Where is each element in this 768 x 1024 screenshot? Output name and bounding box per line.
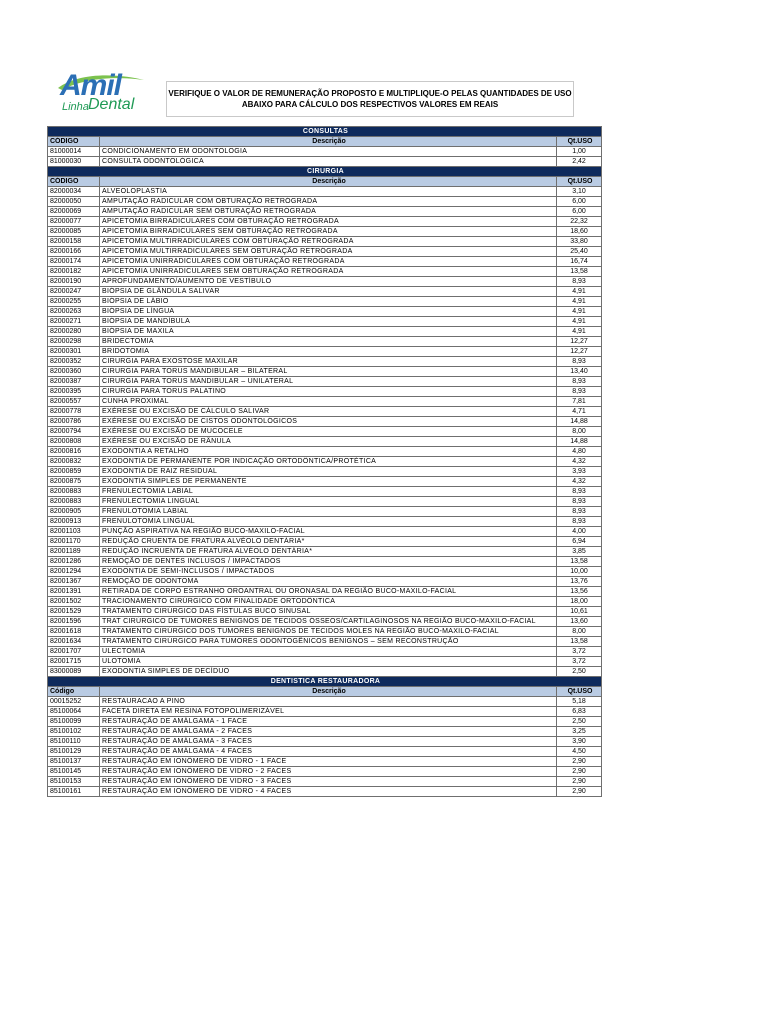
cell-codigo: 81000014: [48, 147, 100, 157]
header-qt-uso: Qt.USO: [557, 177, 602, 187]
cell-qt-uso: 2,90: [557, 787, 602, 797]
table-row: [48, 587, 602, 597]
cell-qt-uso: 8,93: [557, 357, 602, 367]
table-row: [48, 627, 602, 637]
cell-codigo: 82000883: [48, 487, 100, 497]
cell-qt-uso: 7,81: [557, 397, 602, 407]
table-row: [48, 617, 602, 627]
header-descricao: Descrição: [100, 177, 557, 187]
table-row: [48, 397, 602, 407]
cell-qt-uso: 2,42: [557, 157, 602, 167]
cell-codigo: 82000778: [48, 407, 100, 417]
cell-descricao: CONDICIONAMENTO EM ODONTOLOGIA: [100, 147, 557, 157]
procedures-table-body: [48, 127, 602, 797]
cell-codigo: 85100064: [48, 707, 100, 717]
cell-descricao: EXÉRESE OU EXCISÃO DE RÂNULA: [100, 437, 557, 447]
table-row: [48, 727, 602, 737]
section-title-row: [48, 167, 602, 177]
cell-descricao: RESTAURAÇÃO DE AMÁLGAMA - 2 FACES: [100, 727, 557, 737]
cell-descricao: CONSULTA ODONTOLÓGICA: [100, 157, 557, 167]
table-row: [48, 717, 602, 727]
column-header-row: [48, 687, 602, 697]
cell-qt-uso: 3,72: [557, 647, 602, 657]
cell-qt-uso: 4,80: [557, 447, 602, 457]
cell-codigo: 82000913: [48, 517, 100, 527]
cell-codigo: 82000190: [48, 277, 100, 287]
instructions-line-2: ABAIXO PARA CÁLCULO DOS RESPECTIVOS VALORES EM REAIS: [241, 100, 499, 109]
table-row: [48, 247, 602, 257]
table-row: [48, 597, 602, 607]
cell-qt-uso: 10,00: [557, 567, 602, 577]
cell-codigo: 81000030: [48, 157, 100, 167]
cell-qt-uso: 4,50: [557, 747, 602, 757]
cell-codigo: 82000271: [48, 317, 100, 327]
cell-qt-uso: 2,50: [557, 667, 602, 677]
cell-qt-uso: 8,93: [557, 497, 602, 507]
cell-qt-uso: 2,90: [557, 757, 602, 767]
cell-qt-uso: 3,25: [557, 727, 602, 737]
cell-qt-uso: 18,60: [557, 227, 602, 237]
cell-descricao: AMPUTAÇÃO RADICULAR SEM OBTURAÇÃO RETRÓGRADA: [100, 207, 557, 217]
procedures-table: [47, 126, 602, 797]
table-row: [48, 437, 602, 447]
table-row: [48, 267, 602, 277]
cell-codigo: 82000360: [48, 367, 100, 377]
cell-qt-uso: 18,00: [557, 597, 602, 607]
cell-codigo: 83000089: [48, 667, 100, 677]
cell-codigo: 82000069: [48, 207, 100, 217]
cell-qt-uso: 8,93: [557, 517, 602, 527]
cell-qt-uso: 3,72: [557, 657, 602, 667]
column-header-row: [48, 177, 602, 187]
table-row: [48, 297, 602, 307]
cell-descricao: RESTAURAÇÃO DE AMÁLGAMA - 4 FACES: [100, 747, 557, 757]
cell-codigo: 82000255: [48, 297, 100, 307]
header-qt-uso: Qt.USO: [557, 687, 602, 697]
cell-codigo: 82001618: [48, 627, 100, 637]
table-row: [48, 537, 602, 547]
table-row: [48, 477, 602, 487]
cell-descricao: BIÓPSIA DE MAXILA: [100, 327, 557, 337]
cell-descricao: RESTAURAÇÃO DE AMÁLGAMA - 1 FACE: [100, 717, 557, 727]
table-row: [48, 787, 602, 797]
cell-descricao: BIÓPSIA DE MANDÍBULA: [100, 317, 557, 327]
cell-descricao: RESTAURAÇÃO EM IONÔMERO DE VIDRO - 2 FACES: [100, 767, 557, 777]
cell-codigo: 85100099: [48, 717, 100, 727]
cell-descricao: ULOTOMIA: [100, 657, 557, 667]
column-header-row: [48, 137, 602, 147]
cell-codigo: 82000816: [48, 447, 100, 457]
table-row: [48, 217, 602, 227]
table-row: [48, 417, 602, 427]
cell-codigo: 82000174: [48, 257, 100, 267]
cell-qt-uso: 12,27: [557, 347, 602, 357]
table-row: [48, 707, 602, 717]
header-descricao: Descrição: [100, 687, 557, 697]
cell-qt-uso: 8,93: [557, 277, 602, 287]
table-row: [48, 257, 602, 267]
cell-qt-uso: 5,18: [557, 697, 602, 707]
table-row: [48, 577, 602, 587]
table-row: [48, 527, 602, 537]
cell-qt-uso: 13,60: [557, 617, 602, 627]
cell-qt-uso: 14,88: [557, 437, 602, 447]
cell-descricao: ULECTOMIA: [100, 647, 557, 657]
cell-descricao: AMPUTAÇÃO RADICULAR COM OBTURAÇÃO RETRÓGRADA: [100, 197, 557, 207]
section-title: DENTISTICA RESTAURADORA: [48, 677, 602, 687]
cell-descricao: BIÓPSIA DE GLÂNDULA SALIVAR: [100, 287, 557, 297]
cell-codigo: 82000182: [48, 267, 100, 277]
table-row: [48, 607, 602, 617]
cell-descricao: TRACIONAMENTO CIRÚRGICO COM FINALIDADE ORTODÔNTICA: [100, 597, 557, 607]
cell-qt-uso: 3,10: [557, 187, 602, 197]
table-row: [48, 387, 602, 397]
table-row: [48, 287, 602, 297]
table-row: [48, 227, 602, 237]
cell-qt-uso: 2,90: [557, 777, 602, 787]
cell-codigo: 82001529: [48, 607, 100, 617]
cell-codigo: 82000158: [48, 237, 100, 247]
cell-descricao: EXODONTIA DE SEMI-INCLUSOS / IMPACTADOS: [100, 567, 557, 577]
cell-codigo: 82000247: [48, 287, 100, 297]
cell-qt-uso: 13,76: [557, 577, 602, 587]
cell-codigo: 85100161: [48, 787, 100, 797]
cell-descricao: BIÓPSIA DE LÁBIO: [100, 297, 557, 307]
table-row: [48, 317, 602, 327]
cell-qt-uso: 2,90: [557, 767, 602, 777]
table-row: [48, 367, 602, 377]
table-row: [48, 277, 602, 287]
table-row: [48, 697, 602, 707]
cell-descricao: EXÉRESE OU EXCISÃO DE MUCOCELE: [100, 427, 557, 437]
cell-descricao: APICETOMIA BIRRADICULARES COM OBTURAÇÃO RETRÓGRADA: [100, 217, 557, 227]
header-codigo: CÓDIGO: [48, 177, 100, 187]
cell-codigo: 00015252: [48, 697, 100, 707]
table-row: [48, 517, 602, 527]
cell-descricao: BRIDOTOMIA: [100, 347, 557, 357]
cell-qt-uso: 6,94: [557, 537, 602, 547]
cell-descricao: EXODONTIA DE PERMANENTE POR INDICAÇÃO ORTODÔNTICA/PROTÉTICA: [100, 457, 557, 467]
cell-qt-uso: 8,93: [557, 377, 602, 387]
cell-descricao: RESTAURAÇÃO DE AMÁLGAMA - 3 FACES: [100, 737, 557, 747]
cell-qt-uso: 6,00: [557, 207, 602, 217]
cell-descricao: APICETOMIA BIRRADICULARES SEM OBTURAÇÃO RETRÓGRADA: [100, 227, 557, 237]
cell-descricao: REMOÇÃO DE DENTES INCLUSOS / IMPACTADOS: [100, 557, 557, 567]
cell-descricao: FRENULOTOMIA LABIAL: [100, 507, 557, 517]
cell-qt-uso: 13,40: [557, 367, 602, 377]
table-row: [48, 487, 602, 497]
cell-descricao: FACETA DIRETA EM RESINA FOTOPOLIMERIZÁVEL: [100, 707, 557, 717]
cell-codigo: 82000050: [48, 197, 100, 207]
cell-qt-uso: 13,56: [557, 587, 602, 597]
cell-codigo: 82001170: [48, 537, 100, 547]
table-row: [48, 467, 602, 477]
cell-codigo: 82001367: [48, 577, 100, 587]
cell-qt-uso: 6,00: [557, 197, 602, 207]
cell-codigo: 85100102: [48, 727, 100, 737]
cell-descricao: EXODONTIA SIMPLES DE DECÍDUO: [100, 667, 557, 677]
cell-codigo: 82000280: [48, 327, 100, 337]
table-row: [48, 647, 602, 657]
table-row: [48, 427, 602, 437]
cell-qt-uso: 4,91: [557, 317, 602, 327]
cell-qt-uso: 3,85: [557, 547, 602, 557]
cell-codigo: 82000085: [48, 227, 100, 237]
cell-descricao: FRENULECTOMIA LINGUAL: [100, 497, 557, 507]
cell-descricao: RESTAURAÇÃO EM IONÔMERO DE VIDRO - 3 FACES: [100, 777, 557, 787]
table-row: [48, 347, 602, 357]
cell-descricao: BRIDECTOMIA: [100, 337, 557, 347]
cell-descricao: TRAT CIRÚRGICO DE TUMORES BENIGNOS DE TECIDOS ÓSSEOS/CARTILAGINOSOS NA REGIÃO BUCO-MAXILO-FACIAL: [100, 617, 557, 627]
cell-descricao: REDUÇÃO INCRUENTA DE FRATURA ALVÉOLO DENTÁRIA*: [100, 547, 557, 557]
cell-codigo: 82000786: [48, 417, 100, 427]
cell-codigo: 82001502: [48, 597, 100, 607]
table-row: [48, 657, 602, 667]
table-row: [48, 757, 602, 767]
cell-descricao: RETIRADA DE CORPO ESTRANHO OROANTRAL OU ORONASAL DA REGIÃO BUCO-MAXILO-FACIAL: [100, 587, 557, 597]
cell-codigo: 82000832: [48, 457, 100, 467]
amil-dental-logo: [56, 69, 146, 118]
cell-codigo: 82001707: [48, 647, 100, 657]
cell-descricao: APICETOMIA UNIRRADICULARES SEM OBTURAÇÃO RETRÓGRADA: [100, 267, 557, 277]
cell-codigo: 85100137: [48, 757, 100, 767]
cell-descricao: CIRURGIA PARA TORUS MANDIBULAR – UNILATERAL: [100, 377, 557, 387]
cell-descricao: APICETOMIA UNIRRADICULARES COM OBTURAÇÃO RETRÓGRADA: [100, 257, 557, 267]
instructions-line-1: VERIFIQUE O VALOR DE REMUNERAÇÃO PROPOSTO E MULTIPLIQUE-O PELAS QUANTIDADES DE USO: [168, 89, 572, 98]
cell-codigo: 82000298: [48, 337, 100, 347]
cell-qt-uso: 8,00: [557, 627, 602, 637]
table-row: [48, 157, 602, 167]
cell-qt-uso: 1,00: [557, 147, 602, 157]
cell-descricao: PUNÇÃO ASPIRATIVA NA REGIÃO BUCO-MAXILO-FACIAL: [100, 527, 557, 537]
cell-qt-uso: 4,91: [557, 287, 602, 297]
cell-descricao: RESTAURACAO A PINO: [100, 697, 557, 707]
cell-codigo: 82000859: [48, 467, 100, 477]
logo-brand: Amil: [60, 69, 122, 102]
table-row: [48, 337, 602, 347]
cell-codigo: 82000077: [48, 217, 100, 227]
cell-qt-uso: 25,40: [557, 247, 602, 257]
cell-codigo: 82001103: [48, 527, 100, 537]
cell-qt-uso: 13,58: [557, 557, 602, 567]
section-title-row: [48, 677, 602, 687]
cell-descricao: CIRURGIA PARA EXOSTOSE MAXILAR: [100, 357, 557, 367]
cell-descricao: REMOÇÃO DE ODONTOMA: [100, 577, 557, 587]
cell-descricao: CIRURGIA PARA TORUS MANDIBULAR – BILATERAL: [100, 367, 557, 377]
cell-codigo: 82001391: [48, 587, 100, 597]
cell-codigo: 82000905: [48, 507, 100, 517]
cell-qt-uso: 8,93: [557, 507, 602, 517]
cell-descricao: APICETOMIA MULTIRRADICULARES COM OBTURAÇÃO RETRÓGRADA: [100, 237, 557, 247]
table-row: [48, 497, 602, 507]
table-row: [48, 547, 602, 557]
cell-descricao: APICETOMIA MULTIRRADICULARES SEM OBTURAÇÃO RETRÓGRADA: [100, 247, 557, 257]
table-row: [48, 667, 602, 677]
cell-descricao: TRATAMENTO CIRÚRGICO DOS TUMORES BENIGNOS DE TECIDOS MOLES NA REGIÃO BUCO-MAXILO-FACIAL: [100, 627, 557, 637]
cell-descricao: BIÓPSIA DE LÍNGUA: [100, 307, 557, 317]
cell-qt-uso: 12,27: [557, 337, 602, 347]
cell-descricao: FRENULOTOMIA LINGUAL: [100, 517, 557, 527]
cell-codigo: 85100145: [48, 767, 100, 777]
cell-qt-uso: 13,58: [557, 267, 602, 277]
cell-qt-uso: 8,00: [557, 427, 602, 437]
cell-descricao: EXODONTIA DE RAIZ RESIDUAL: [100, 467, 557, 477]
cell-codigo: 82000301: [48, 347, 100, 357]
cell-codigo: 82001294: [48, 567, 100, 577]
cell-descricao: APROFUNDAMENTO/AUMENTO DE VESTÍBULO: [100, 277, 557, 287]
cell-qt-uso: 33,80: [557, 237, 602, 247]
cell-codigo: 82001634: [48, 637, 100, 647]
cell-codigo: 85100129: [48, 747, 100, 757]
cell-codigo: 82000557: [48, 397, 100, 407]
cell-codigo: 82000883: [48, 497, 100, 507]
cell-qt-uso: 4,91: [557, 327, 602, 337]
table-row: [48, 447, 602, 457]
cell-codigo: 82000352: [48, 357, 100, 367]
table-row: [48, 737, 602, 747]
cell-qt-uso: 4,00: [557, 527, 602, 537]
cell-qt-uso: 6,83: [557, 707, 602, 717]
cell-descricao: EXODONTIA SIMPLES DE PERMANENTE: [100, 477, 557, 487]
cell-codigo: 82000395: [48, 387, 100, 397]
cell-qt-uso: 3,90: [557, 737, 602, 747]
cell-codigo: 82001596: [48, 617, 100, 627]
cell-qt-uso: 10,61: [557, 607, 602, 617]
table-row: [48, 507, 602, 517]
section-title: CONSULTAS: [48, 127, 602, 137]
header-codigo: CÓDIGO: [48, 137, 100, 147]
table-row: [48, 457, 602, 467]
cell-codigo: 82000794: [48, 427, 100, 437]
table-row: [48, 567, 602, 577]
cell-descricao: EXODONTIA A RETALHO: [100, 447, 557, 457]
cell-codigo: 82000166: [48, 247, 100, 257]
cell-codigo: 82001189: [48, 547, 100, 557]
cell-qt-uso: 4,91: [557, 307, 602, 317]
cell-codigo: 82001286: [48, 557, 100, 567]
cell-descricao: TRATAMENTO CIRÚRGICO PARA TUMORES ODONTOGÊNICOS BENIGNOS – SEM RECONSTRUÇÃO: [100, 637, 557, 647]
cell-codigo: 82001715: [48, 657, 100, 667]
cell-descricao: EXÉRESE OU EXCISÃO DE CÁLCULO SALIVAR: [100, 407, 557, 417]
header-descricao: Descrição: [100, 137, 557, 147]
table-row: [48, 767, 602, 777]
cell-qt-uso: 4,32: [557, 457, 602, 467]
cell-descricao: REDUÇÃO CRUENTA DE FRATURA ALVÉOLO DENTÁRIA*: [100, 537, 557, 547]
cell-codigo: 82000808: [48, 437, 100, 447]
table-row: [48, 237, 602, 247]
cell-qt-uso: 4,91: [557, 297, 602, 307]
table-row: [48, 147, 602, 157]
section-title: CIRURGIA: [48, 167, 602, 177]
cell-codigo: 82000034: [48, 187, 100, 197]
table-row: [48, 777, 602, 787]
cell-descricao: RESTAURAÇÃO EM IONÔMERO DE VIDRO - 1 FACE: [100, 757, 557, 767]
cell-descricao: TRATAMENTO CIRÚRGICO DAS FÍSTULAS BUCO SINUSAL: [100, 607, 557, 617]
cell-qt-uso: 13,58: [557, 637, 602, 647]
cell-descricao: RESTAURAÇÃO EM IONÔMERO DE VIDRO - 4 FACES: [100, 787, 557, 797]
cell-codigo: 82000875: [48, 477, 100, 487]
header-codigo: Código: [48, 687, 100, 697]
table-row: [48, 357, 602, 367]
section-title-row: [48, 127, 602, 137]
cell-qt-uso: 16,74: [557, 257, 602, 267]
logo-sub-linha: Linha: [62, 101, 89, 113]
cell-descricao: EXÉRESE OU EXCISÃO DE CISTOS ODONTOLÓGICOS: [100, 417, 557, 427]
cell-qt-uso: 8,93: [557, 387, 602, 397]
table-row: [48, 557, 602, 567]
cell-qt-uso: 4,32: [557, 477, 602, 487]
cell-descricao: CIRURGIA PARA TORUS PALATINO: [100, 387, 557, 397]
cell-codigo: 85100153: [48, 777, 100, 787]
cell-qt-uso: 8,93: [557, 487, 602, 497]
table-row: [48, 207, 602, 217]
cell-codigo: 82000263: [48, 307, 100, 317]
header-qt-uso: Qt.USO: [557, 137, 602, 147]
cell-codigo: 85100110: [48, 737, 100, 747]
table-row: [48, 327, 602, 337]
instructions-box: [166, 81, 574, 117]
table-row: [48, 307, 602, 317]
cell-codigo: 82000387: [48, 377, 100, 387]
cell-descricao: FRENULECTOMIA LABIAL: [100, 487, 557, 497]
cell-qt-uso: 2,50: [557, 717, 602, 727]
cell-qt-uso: 22,32: [557, 217, 602, 227]
table-row: [48, 197, 602, 207]
table-row: [48, 637, 602, 647]
cell-qt-uso: 4,71: [557, 407, 602, 417]
cell-qt-uso: 14,88: [557, 417, 602, 427]
logo-sub-dental: Dental: [88, 96, 135, 113]
cell-qt-uso: 3,93: [557, 467, 602, 477]
table-row: [48, 187, 602, 197]
table-row: [48, 377, 602, 387]
table-row: [48, 407, 602, 417]
cell-descricao: CUNHA PROXIMAL: [100, 397, 557, 407]
cell-descricao: ALVEOLOPLASTIA: [100, 187, 557, 197]
table-row: [48, 747, 602, 757]
